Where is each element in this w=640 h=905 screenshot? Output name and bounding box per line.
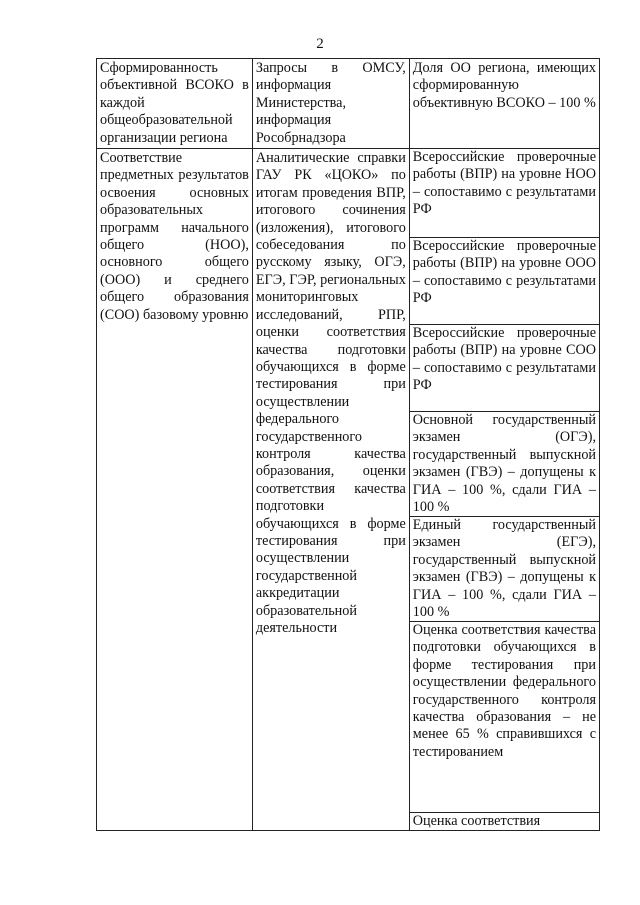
source-text: Аналитические справки ГАУ РК «ЦОКО» по итогам проведения ВПР, итогового сочинения (изложения), итогового собеседования по русскому языку, ОГЭ, ЕГЭ, ГЭР, региональных мониторинговых исследований, РПР, оценки соответствия качества подготовки обучающихся в форме тестирования при осуществлении федерального государственного контроля качества образования, оценки соответствия качества подготовки обучающихся в форме тестирования при осуществлении государственной аккредитации образовательной деятельности: [255, 150, 406, 636]
indicator-item: [410, 325, 599, 412]
table-row: [97, 59, 600, 149]
source-cell: [252, 149, 409, 831]
indicator-text: Основной государственный экзамен (ОГЭ), государственный выпускной экзамен (ГВЭ) – допущены к ГИА – 100 %, сдали ГИА – 100 %: [412, 412, 596, 516]
page-number: 2: [316, 36, 324, 52]
indicator-item: [410, 813, 599, 830]
indicator-text: Всероссийские проверочные работы (ВПР) на уровне СОО – сопоставимо с результатами РФ: [412, 325, 596, 394]
criterion-cell: [97, 59, 253, 149]
criterion-text: Сформированность объективной ВСОКО в каждой общеобразовательной организации региона: [100, 60, 249, 146]
table-row: [97, 149, 600, 831]
indicator-cell: [409, 59, 599, 149]
indicator-item: [410, 238, 599, 325]
indicator-item: [410, 622, 599, 813]
indicator-stack-cell: [409, 149, 599, 831]
indicator-item: [410, 149, 599, 238]
criterion-text: Соответствие предметных результатов освоения основных образовательных программ начального общего (НОО), основного общего (ООО) и среднего общего образования (СОО) базовому уровню: [100, 150, 249, 323]
indicator-item: [410, 412, 599, 517]
indicator-item: [410, 517, 599, 622]
indicator-text: Оценка соответствия: [412, 813, 541, 830]
indicators-table: [96, 58, 600, 831]
criterion-cell: [97, 149, 253, 831]
indicator-text: Всероссийские проверочные работы (ВПР) на уровне ООО – сопоставимо с результатами РФ: [412, 238, 596, 307]
indicator-text: Единый государственный экзамен (ЕГЭ), государственный выпускной экзамен (ГВЭ) – допущены к ГИА – 100 %, сдали ГИА – 100 %: [412, 517, 596, 621]
indicator-stack: [410, 149, 599, 830]
indicator-text: Оценка соответствия качества подготовки обучающихся в форме тестирования при осуществлении федерального государственного контроля качества образования – не менее 65 % справившихся с тестированием: [412, 622, 596, 760]
source-text: Запросы в ОМСУ, информация Министерства, информация Рособрнадзора: [255, 60, 406, 146]
indicator-text: Доля ОО региона, имеющих сформированную объективную ВСОКО – 100 %: [412, 60, 596, 111]
indicator-text: Всероссийские проверочные работы (ВПР) на уровне НОО – сопоставимо с результатами РФ: [412, 149, 596, 218]
source-cell: [252, 59, 409, 149]
